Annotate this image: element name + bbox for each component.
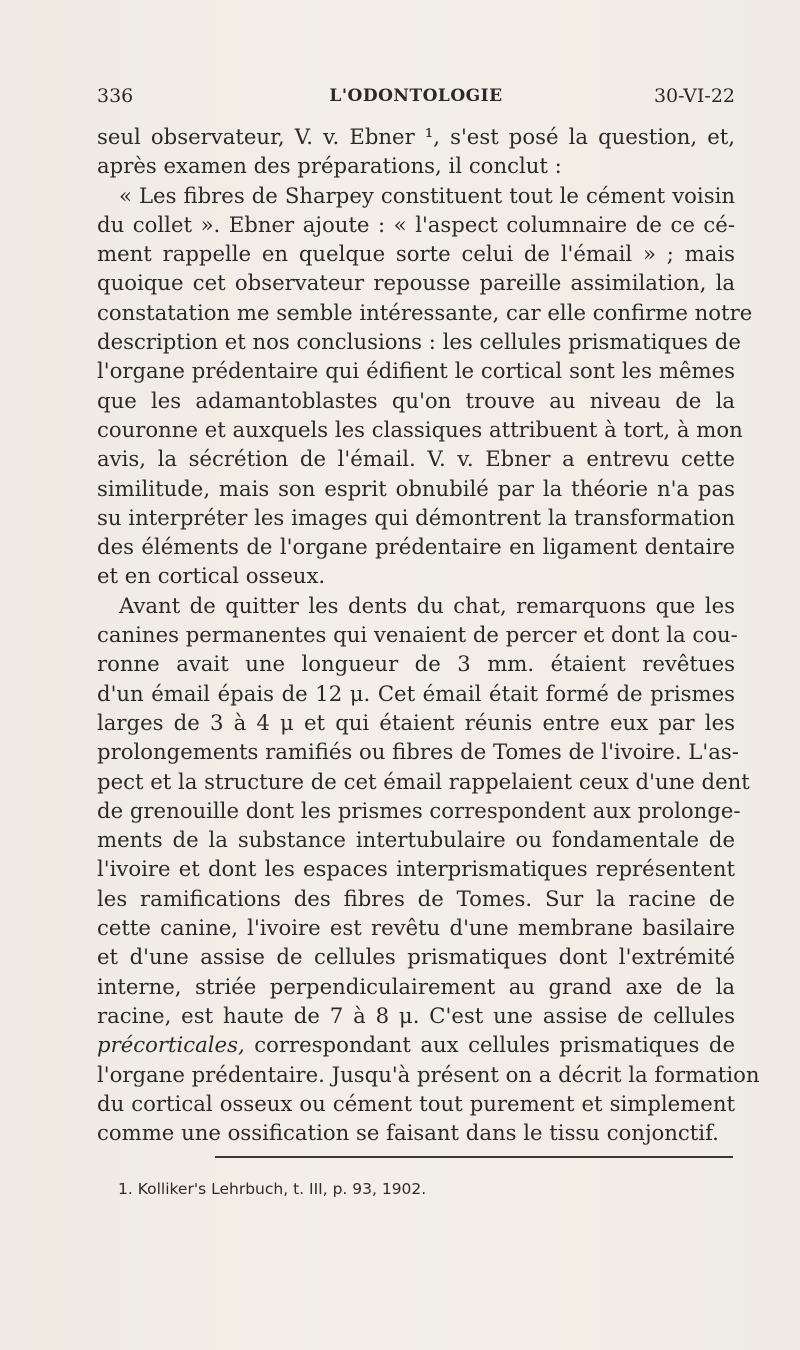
text-line: constatation me semble intéressante, car elle confirme notre [97, 299, 753, 325]
text-line: que les adamantoblastes qu'on trouve au niveau de la [97, 387, 735, 413]
text-line: du collet ». Ebner ajoute : « l'aspect columnaire de ce cé- [97, 211, 735, 237]
text-line: l'organe prédentaire qui édifient le cortical sont les mêmes [97, 358, 735, 384]
text-line: du cortical osseux ou cément tout purement et simplement [97, 1090, 735, 1116]
text-line: ronne avait une longueur de 3 mm. étaient revêtues [97, 651, 735, 677]
text-line: cette canine, l'ivoire est revêtu d'une membrane basilaire [97, 915, 735, 941]
text-line: avis, la sécrétion de l'émail. V. v. Ebner a entrevu cette [97, 446, 735, 472]
page-number: 336 [97, 85, 134, 107]
text-line: des éléments de l'organe prédentaire en ligament dentaire [97, 534, 735, 560]
text-line: « Les fibres de Sharpey constituent tout le cément voisin [119, 182, 735, 208]
text-line: d'un émail épais de 12 μ. Cet émail était formé de prismes [97, 680, 735, 706]
italic-term: précorticales, [97, 1032, 245, 1058]
text-line: couronne et auxquels les classiques attribuent à tort, à mon [97, 416, 743, 442]
running-header [97, 84, 735, 108]
text-line-rest: correspondant aux cellules prismatiques de [244, 1032, 735, 1058]
text-line: comme une ossification se faisant dans le tissu conjonctif. [97, 1120, 719, 1146]
text-line: seul observateur, V. v. Ebner ¹, s'est posé la question, et, [97, 124, 735, 149]
text-line: similitude, mais son esprit obnubilé par la théorie n'a pas [97, 475, 735, 501]
journal-title: L'ODONTOLOGIE [329, 86, 503, 106]
text-line: su interpréter les images qui démontrent la transformation [97, 504, 735, 530]
text-line: les ramifications des fibres de Tomes. Sur la racine de [97, 885, 735, 911]
text-line: après examen des préparations, il conclut : [97, 153, 562, 179]
text-line: racine, est haute de 7 à 8 μ. C'est une assise de cellules [97, 1002, 735, 1028]
text-line: canines permanentes qui venaient de percer et dont la cou- [97, 622, 738, 648]
body-text [97, 122, 760, 1147]
text-line: larges de 3 à 4 μ et qui étaient réunis entre eux par les [97, 709, 735, 735]
issue-date: 30-VI-22 [653, 85, 735, 107]
text-line: l'ivoire et dont les espaces interprismatiques représentent [97, 856, 735, 882]
text-line: description et nos conclusions : les cellules prismatiques de [97, 329, 741, 355]
text-line: ments de la substance intertubulaire ou fondamentale de [97, 827, 735, 853]
text-line: interne, striée perpendiculairement au grand axe de la [97, 973, 735, 999]
text-line: et d'une assise de cellules prismatiques dont l'extrémité [97, 944, 735, 970]
text-line: et en cortical osseux. [97, 563, 326, 589]
text-line: de grenouille dont les prismes correspondent aux prolonge- [97, 797, 741, 823]
text-line: Avant de quitter les dents du chat, remarquons que les [119, 592, 735, 618]
footnote: 1. Kolliker's Lehrbuch, t. III, p. 93, 1902. [118, 1180, 427, 1198]
text-line: ment rappelle en quelque sorte celui de l'émail » ; mais [97, 241, 735, 267]
text-line: l'organe prédentaire. Jusqu'à présent on a décrit la formation [97, 1061, 760, 1087]
footnote-divider [215, 1156, 733, 1158]
text-line: prolongements ramifiés ou fibres de Tomes de l'ivoire. L'as- [97, 739, 739, 765]
text-line: pect et la structure de cet émail rappelaient ceux d'une dent [97, 768, 750, 794]
text-line [97, 1030, 735, 1059]
text-line: quoique cet observateur repousse pareille assimilation, la [97, 270, 735, 296]
